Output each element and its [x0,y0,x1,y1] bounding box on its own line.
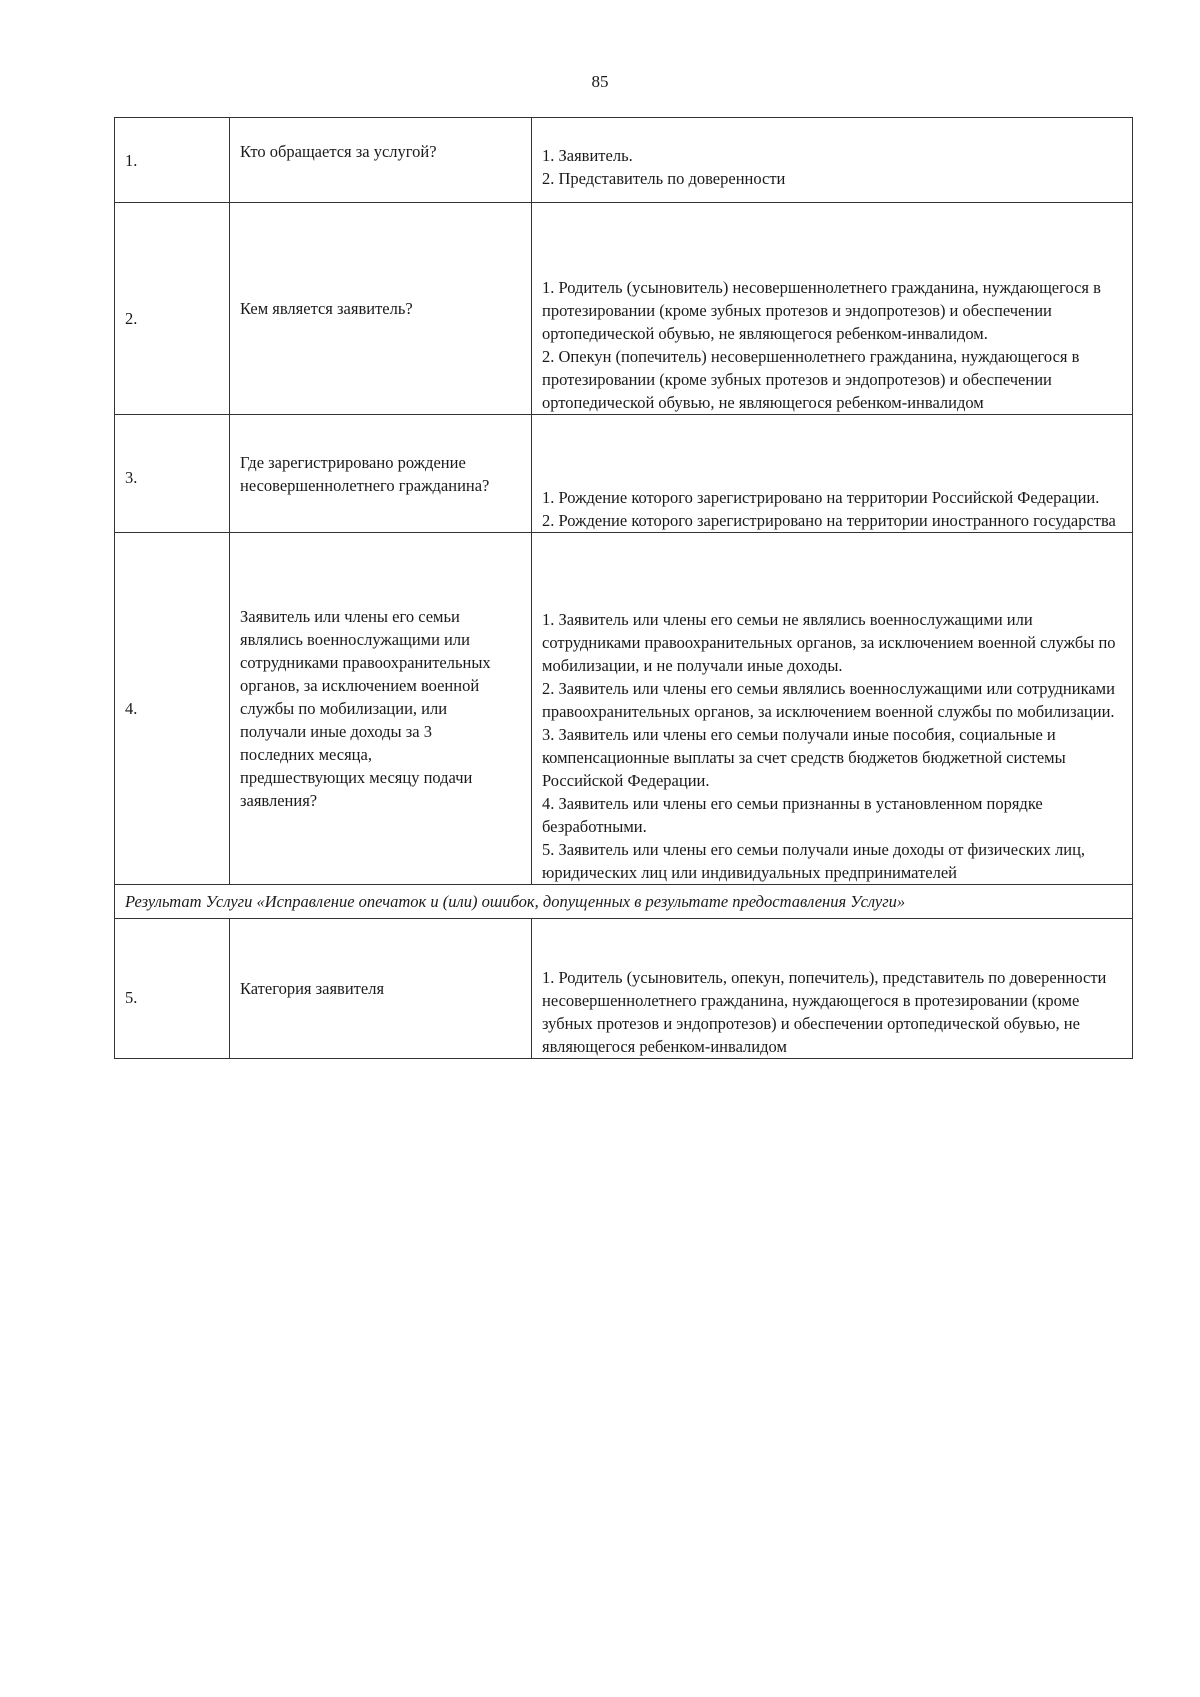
answer-cell [532,919,1133,1059]
question-cell: Кто обращается за услугой? [230,118,532,203]
answer-item: 1. Родитель (усыновитель) несовершеннолетнего гражданина, нуждающегося в протезировании (кроме зубных протезов и эндопротезов) и обеспечении ортопедической обувью, не являющегося ребенком-инвалидом. [542,278,1101,343]
answer-item: 1. Рождение которого зарегистрировано на территории Российской Федерации. [542,488,1100,507]
table-row [115,203,1133,415]
row-number: 2. [115,203,230,415]
question-cell: Где зарегистрировано рождение несовершеннолетнего гражданина? [230,415,532,533]
answer-item: 2. Заявитель или члены его семьи являлись военнослужащими или сотрудниками правоохранительных органов, за исключением военной службы по мобилизации. [542,679,1115,721]
answer-item: 3. Заявитель или члены его семьи получали иные пособия, социальные и компенсационные выплаты за счет средств бюджетов бюджетной системы Российской Федерации. [542,725,1066,790]
row-number: 5. [115,919,230,1059]
answer-item: 4. Заявитель или члены его семьи признанны в установленном порядке безработными. [542,794,1043,836]
question-cell: Кем является заявитель? [230,203,532,415]
table-row [115,415,1133,533]
answer-cell [532,118,1133,203]
table-row [115,919,1133,1059]
answer-item: 1. Заявитель. [542,146,633,165]
question-cell: Категория заявителя [230,919,532,1059]
section-title: Результат Услуги «Исправление опечаток и (или) ошибок, допущенных в результате предоставления Услуги» [115,885,1133,919]
row-number: 1. [115,118,230,203]
section-row [115,885,1133,919]
answer-cell [532,533,1133,885]
answer-item: 1. Заявитель или члены его семьи не являлись военнослужащими или сотрудниками правоохранительных органов, за исключением военной службы по мобилизации, и не получали иные доходы. [542,610,1116,675]
answer-item: 1. Родитель (усыновитель, опекун, попечитель), представитель по доверенности несовершеннолетнего гражданина, нуждающегося в протезировании (кроме зубных протезов и эндопротезов) и обеспечении ортопедической обувью, не являющегося ребенком-инвалидом [542,968,1107,1056]
page-number: 85 [591,72,609,91]
answer-cell [532,203,1133,415]
answer-cell [532,415,1133,533]
answer-item: 2. Опекун (попечитель) несовершеннолетнего гражданина, нуждающегося в протезировании (кроме зубных протезов и эндопротезов) и обеспечении ортопедической обувью, не являющегося ребенком-инвалидом [542,347,1080,412]
row-number: 3. [115,415,230,533]
answer-item: 2. Представитель по доверенности [542,169,786,188]
row-number: 4. [115,533,230,885]
answer-item: 5. Заявитель или члены его семьи получали иные доходы от физических лиц, юридических лиц или индивидуальных предпринимателей [542,840,1086,882]
table-row [115,533,1133,885]
answer-item: 2. Рождение которого зарегистрировано на территории иностранного государства [542,511,1116,530]
table-row [115,118,1133,203]
question-cell: Заявитель или члены его семьи являлись военнослужащими или сотрудниками правоохранительных органов, за исключением военной службы по мобилизации, или получали иные доходы за 3 последних месяца, предшествующих месяцу подачи заявления? [230,533,532,885]
criteria-table [114,117,1133,1059]
